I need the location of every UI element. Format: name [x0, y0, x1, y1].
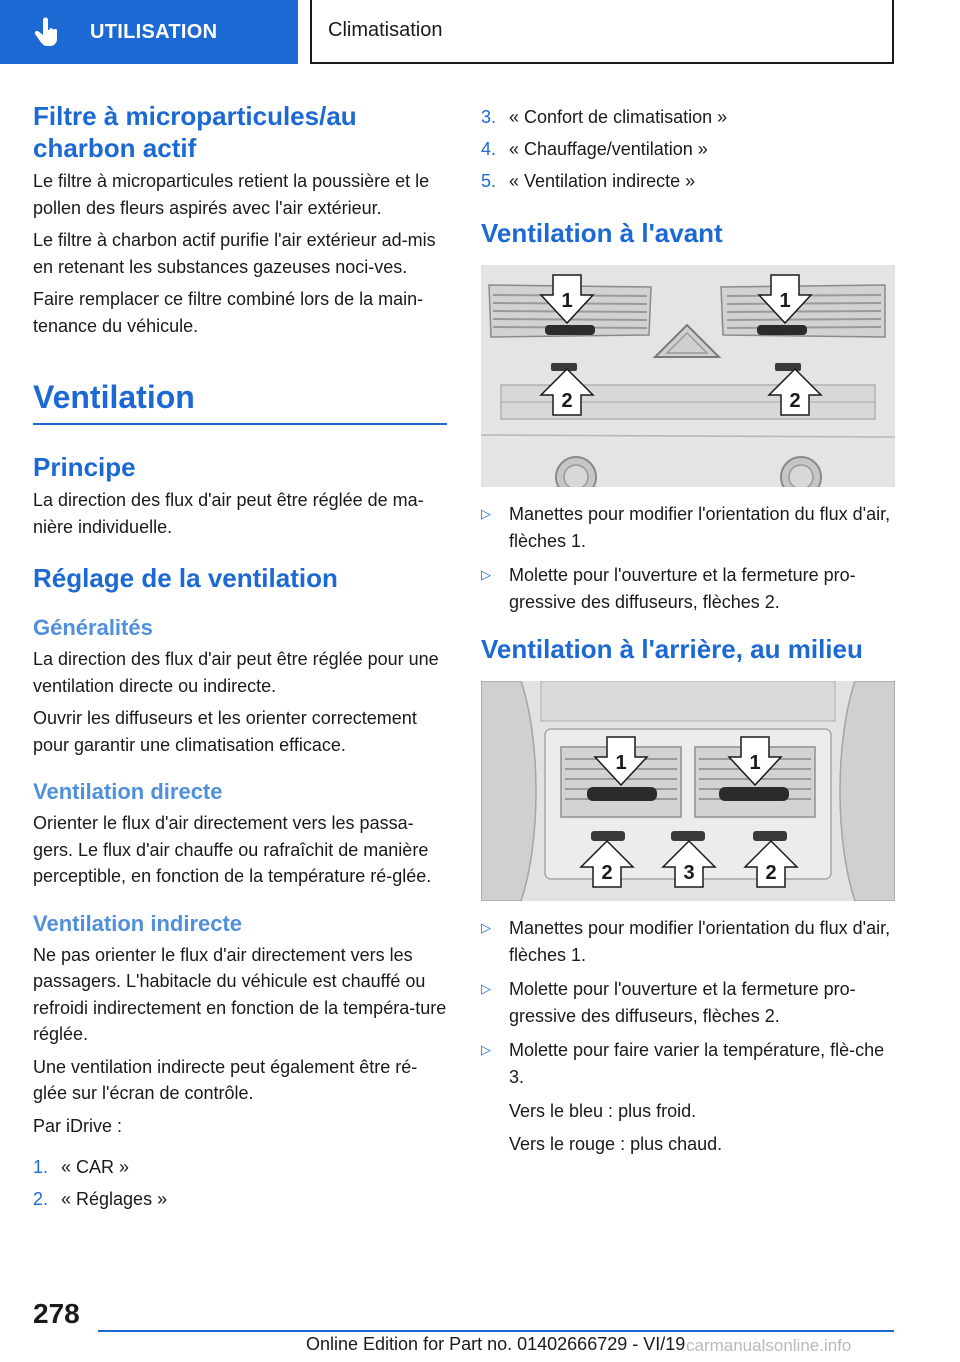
triangle-bullet-icon: ▷	[481, 1042, 491, 1057]
section-header	[310, 0, 894, 64]
filter-paragraph-2: Le filtre à charbon actif purifie l'air extérieur ad-mis en retenant les substances gazeuses noci-ves.	[33, 230, 436, 277]
hand-pointer-icon	[34, 16, 64, 48]
avant-bullets	[481, 501, 895, 615]
idrive-steps-right	[481, 101, 895, 197]
front-right-vent	[721, 285, 885, 337]
idrive-label: Par iDrive :	[33, 1115, 123, 1136]
footer-divider	[98, 1330, 894, 1332]
svg-text:1: 1	[615, 752, 627, 774]
reglage-heading: Réglage de la ventilation	[33, 563, 338, 593]
generalites-paragraph-1: La direction des flux d'air peut être réglée pour une ventilation directe ou indirecte.	[33, 649, 439, 696]
idrive-steps-left	[33, 1151, 447, 1215]
svg-text:1: 1	[779, 290, 791, 312]
footer-edition: Online Edition for Part no. 01402666729 - VI/19	[306, 1334, 686, 1354]
svg-text:3: 3	[683, 862, 695, 884]
svg-text:2: 2	[561, 390, 573, 412]
right-column	[481, 100, 895, 1157]
indirecte-heading: Ventilation indirecte	[33, 910, 243, 936]
list-item: 4. « Chauffage/ventilation »	[481, 139, 708, 159]
svg-text:1: 1	[561, 290, 573, 312]
filter-paragraph-3: Faire remplacer ce filtre combiné lors de la main-tenance du véhicule.	[33, 289, 424, 336]
list-item: ▷ Manettes pour modifier l'orientation du flux d'air, flèches 1.	[481, 915, 895, 968]
bleu-note: Vers le bleu : plus froid.	[509, 1101, 697, 1121]
list-item: 3. « Confort de climatisation »	[481, 107, 728, 127]
triangle-bullet-icon: ▷	[481, 920, 491, 935]
generalites-paragraph-2: Ouvrir les diffuseurs et les orienter correctement pour garantir une climatisation efficace.	[33, 708, 417, 755]
arriere-bullets	[481, 915, 895, 1090]
triangle-bullet-icon: ▷	[481, 567, 491, 582]
chapter-tab-label: UTILISATION	[90, 20, 218, 43]
chapter-tab[interactable]	[0, 0, 298, 64]
indirecte-paragraph-2: Une ventilation indirecte peut également être ré-glée sur l'écran de contrôle.	[33, 1056, 418, 1103]
list-item: 1. « CAR »	[33, 1157, 130, 1177]
triangle-bullet-icon: ▷	[481, 981, 491, 996]
svg-text:2: 2	[601, 862, 613, 884]
directe-heading: Ventilation directe	[33, 779, 223, 804]
list-item: ▷ Manettes pour modifier l'orientation du flux d'air, flèches 1.	[481, 501, 895, 554]
generalites-heading: Généralités	[33, 615, 153, 640]
list-item: 2. « Réglages »	[33, 1189, 168, 1209]
ventilation-heading: Ventilation	[33, 377, 447, 425]
directe-paragraph: Orienter le flux d'air directement vers les passa-gers. Le flux d'air chauffe ou rafraîchit de manière perceptible, en fonction de la température ré-glée.	[33, 813, 432, 886]
front-vents-figure	[481, 265, 895, 487]
filter-heading: Filtre à microparticules/au charbon actif	[33, 101, 357, 163]
triangle-bullet-icon: ▷	[481, 506, 491, 521]
list-item: 5. « Ventilation indirecte »	[481, 171, 696, 191]
rear-vents-figure	[481, 681, 895, 901]
indirecte-paragraph-1: Ne pas orienter le flux d'air directement vers les passagers. L'habitacle du véhicule est chauffé ou refroidi indirectement en fonction de la tempéra-ture réglée.	[33, 944, 447, 1044]
watermark: carmanualsonline.info	[686, 1336, 852, 1355]
left-column	[33, 100, 447, 1215]
svg-text:1: 1	[749, 752, 761, 774]
rouge-note: Vers le rouge : plus chaud.	[509, 1133, 723, 1154]
list-item: ▷ Molette pour l'ouverture et la fermeture pro-gressive des diffuseurs, flèches 2.	[481, 976, 895, 1029]
list-item: ▷ Molette pour faire varier la température, flè-che 3.	[481, 1037, 895, 1090]
section-title: Climatisation	[328, 18, 443, 41]
principe-heading: Principe	[33, 452, 136, 482]
arriere-heading: Ventilation à l'arrière, au milieu	[481, 634, 863, 664]
page-number: 278	[33, 1298, 80, 1329]
principe-paragraph: La direction des flux d'air peut être réglée de ma-nière individuelle.	[33, 490, 424, 537]
list-item: ▷ Molette pour l'ouverture et la fermeture pro-gressive des diffuseurs, flèches 2.	[481, 562, 895, 615]
svg-text:2: 2	[789, 390, 801, 412]
avant-heading: Ventilation à l'avant	[481, 218, 723, 248]
svg-text:2: 2	[765, 862, 777, 884]
filter-paragraph-1: Le filtre à microparticules retient la poussière et le pollen des fleurs aspirés avec l'air extérieur.	[33, 171, 430, 218]
